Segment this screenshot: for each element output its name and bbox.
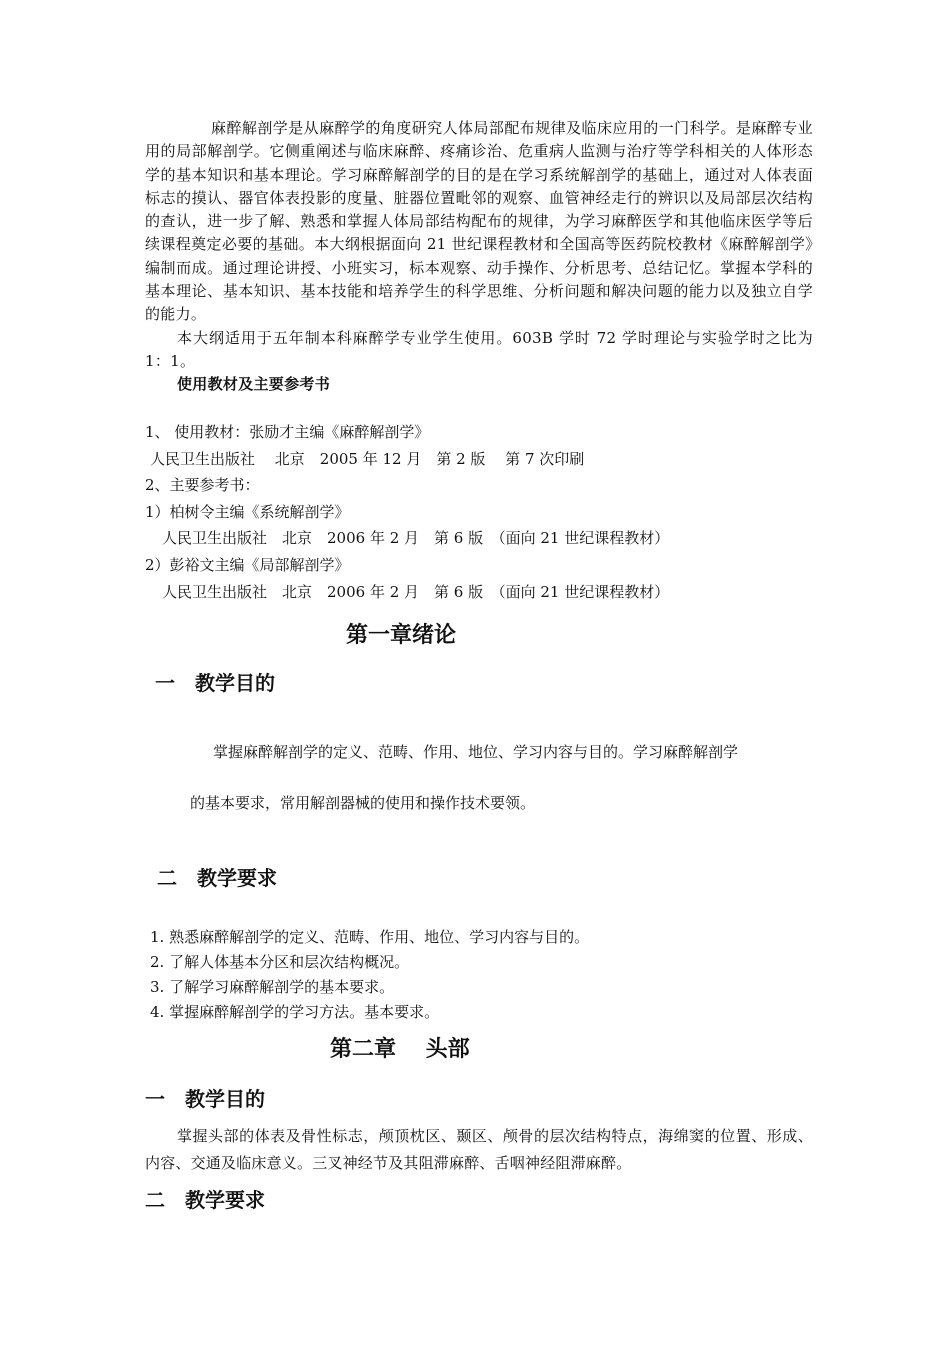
scope-paragraph: 本大纲适用于五年制本科麻醉学专业学生使用。603B 学时 72 学时理论与实验学时之比为 1：1。 bbox=[145, 328, 813, 370]
intro-paragraph: 麻醉解剖学是从麻醉学的角度研究人体局部配布规律及临床应用的一门科学。是麻醉专业用的局部解剖学。它侧重阐述与临床麻醉、疼痛诊治、危重病人监测与治疗等学科相关的人体形态学的基本知识和基本理论。学习麻醉解剖学的目的是在学习系统解剖学的基础上，通过对人体表面标志的摸认、器官体表投影的度量、脏器位置毗邻的观察、血管神经走行的辨识以及局部层次结构的查认，进一步了解、熟悉和掌握人体局部结构配布的规律，为学习麻醉医学和其他临床医学等后续课程奠定必要的基础。本大纲根据面向 21 世纪课程教材和全国高等医药院校教材《麻醉解剖学》编制而成。通过理论讲授、小班实习，标本观察、动手操作、分析思考、总结记忆。掌握本学科的基本理论、基本知识、基本技能和培养学生的科学思维、分析问题和解决问题的能力以及独立自学的能力。 bbox=[145, 119, 813, 324]
chapter1-requirements-list bbox=[150, 925, 589, 1025]
intro-section bbox=[145, 117, 813, 397]
list-item: 1. 熟悉麻醉解剖学的定义、范畴、作用、地位、学习内容与目的。 bbox=[150, 928, 590, 946]
list-item: 2. 了解人体基本分区和层次结构概况。 bbox=[150, 953, 410, 971]
chapter2-purpose-section bbox=[145, 1123, 813, 1177]
chapter1-purpose-line: 的基本要求，常用解剖器械的使用和操作技术要领。 bbox=[190, 794, 536, 812]
chapter2-requirements-heading: 二 教学要求 bbox=[145, 1188, 265, 1212]
list-item: 3. 了解学习麻醉解剖学的基本要求。 bbox=[150, 978, 395, 996]
reference-line: 人民卫生出版社 北京 2006 年 2 月 第 6 版 （面向 21 世纪课程教材） bbox=[162, 529, 670, 548]
reference-line: 2、主要参考书： bbox=[145, 476, 260, 495]
reference-line: 1、 使用教材：张励才主编《麻醉解剖学》 bbox=[145, 423, 430, 441]
reference-line: 人民卫生出版社 北京 2005 年 12 月 第 2 版 第 7 次印刷 bbox=[150, 449, 585, 468]
chapter1-purpose-heading: 一 教学目的 bbox=[155, 671, 275, 695]
reference-line: 1）柏树令主编《系统解剖学》 bbox=[145, 502, 350, 521]
chapter1-title: 第一章绪论 bbox=[346, 622, 457, 648]
reference-list bbox=[145, 419, 813, 605]
chapter2-purpose-heading: 一 教学目的 bbox=[145, 1087, 265, 1111]
chapter2-purpose-paragraph: 掌握头部的体表及骨性标志，颅顶枕区、颞区、颅骨的层次结构特点，海绵窦的位置、形成、内容、交通及临床意义。三叉神经节及其阻滞麻醉、舌咽神经阻滞麻醉。 bbox=[145, 1127, 813, 1172]
chapter1-requirements-heading: 二 教学要求 bbox=[157, 866, 277, 890]
reference-line: 人民卫生出版社 北京 2006 年 2 月 第 6 版 （面向 21 世纪课程教材） bbox=[162, 582, 670, 601]
references-title: 使用教材及主要参考书 bbox=[177, 375, 331, 394]
chapter1-purpose-line: 掌握麻醉解剖学的定义、范畴、作用、地位、学习内容与目的。学习麻醉解剖学 bbox=[213, 743, 739, 761]
list-item: 4. 掌握麻醉解剖学的学习方法。基本要求。 bbox=[150, 1003, 440, 1021]
reference-line: 2）彭裕文主编《局部解剖学》 bbox=[145, 555, 350, 574]
chapter2-title: 第二章 头部 bbox=[330, 1036, 470, 1062]
